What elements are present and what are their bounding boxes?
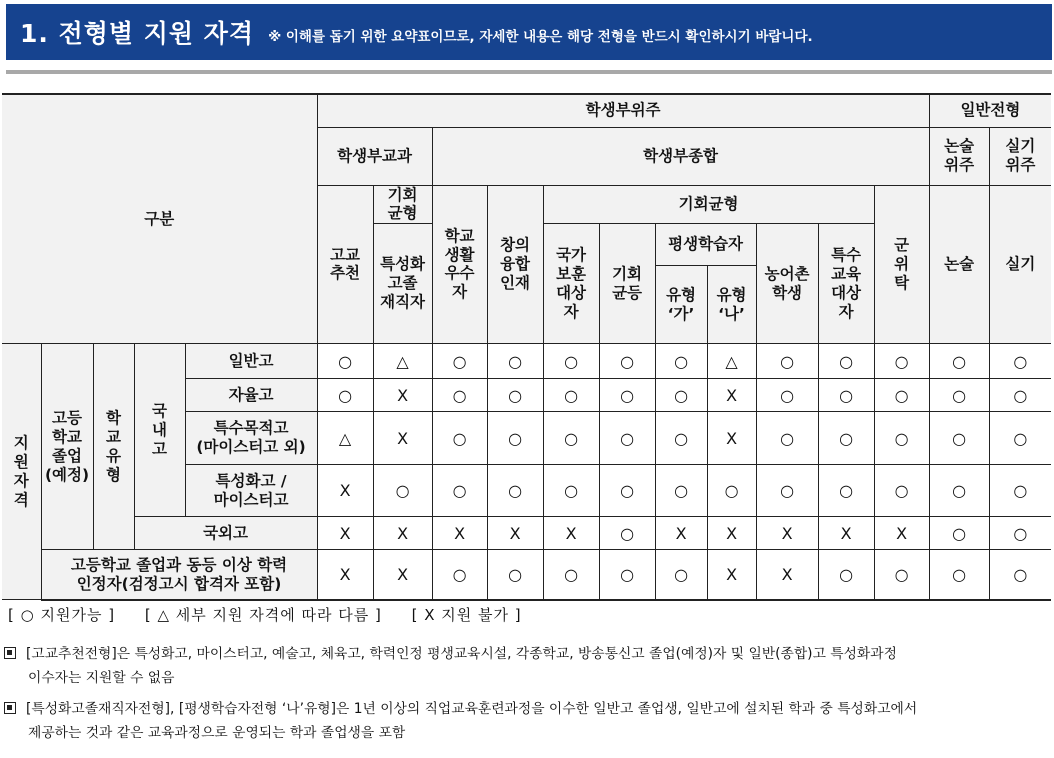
cell-mark: ○ [655,344,707,379]
cell-mark: ○ [599,517,655,550]
square-bullet-icon [4,702,16,714]
note-line: 이수자는 지원할 수 없음 [28,670,175,686]
legend [8,604,546,625]
cell-mark: ○ [874,412,929,465]
header-ilban: 일반전형 [929,94,1051,127]
cell-mark: ○ [373,465,432,517]
cell-mark: ○ [543,550,599,600]
cell-mark: ○ [874,379,929,412]
cell-mark: ○ [599,550,655,600]
cell-mark: X [373,412,432,465]
row-label: 특성화고 / 마이스터고 [185,465,317,517]
cell-mark: △ [317,412,373,465]
cell-mark: ○ [989,517,1051,550]
header-jonghap: 학생부종합 [432,127,929,185]
cell-mark: X [487,517,543,550]
cell-mark: ○ [599,379,655,412]
header-type-na: 유형 ‘나’ [707,266,756,344]
page-title: 1. 전형별 지원 자격 [20,19,255,48]
cell-mark: ○ [989,465,1051,517]
note-line: 제공하는 것과 같은 교육과정으로 운영되는 학과 졸업생을 포함 [28,725,406,741]
cell-mark: ○ [756,379,818,412]
legend-possible: [ ○ 지원가능 ] [8,606,116,624]
cell-mark: ○ [874,465,929,517]
page-subtitle: ※ 이해를 돕기 위한 요약표이므로, 자세한 내용은 해당 전형을 반드시 확인하시기 바랍니다. [268,29,813,45]
cell-mark: X [707,517,756,550]
cell-mark: ○ [818,465,874,517]
note-item [4,697,1054,745]
cell-mark: ○ [543,344,599,379]
cell-mark: ○ [487,379,543,412]
header-gukga: 국가 보훈 대상 자 [543,224,599,344]
cell-mark: ○ [317,379,373,412]
legend-varies: [ △ 세부 지원 자격에 따라 다름 ] [144,606,382,624]
side-jiwon-jagyeok: 지 원 자 격 [2,344,41,600]
title-banner [6,4,1052,60]
note-line: [고교추천전형]은 특성화고, 마이스터고, 예술고, 체육고, 학력인정 평생교육시설, 각종학교, 방송통신고 졸업(예정)자 및 일반(종합)고 특성화과정 [26,646,897,662]
note-line: [특성화고졸재직자전형], [평생학습자전형 ‘나’유형]은 1년 이상의 직업교육훈련과정을 이수한 일반고 졸업생, 일반고에 설치된 학과 중 특성화고에서 [26,701,918,717]
side-guknaego: 국 내 고 [134,344,185,517]
cell-mark: X [543,517,599,550]
row-label: 국외고 [134,517,317,550]
cell-mark: ○ [543,412,599,465]
header-gubun: 구분 [2,94,317,344]
cell-mark: ○ [655,379,707,412]
header-silgi-wiju: 실기 위주 [989,127,1051,185]
cell-mark: ○ [599,412,655,465]
cell-mark: ○ [432,344,487,379]
header-nonsul: 논술 [929,185,989,344]
cell-mark: ○ [756,465,818,517]
cell-mark: X [756,550,818,600]
header-pyeongsaeng: 평생학습자 [655,224,756,266]
header-type-ga: 유형 ‘가’ [655,266,707,344]
table-row [2,550,1051,600]
cell-mark: ○ [655,550,707,600]
square-bullet-icon [4,647,16,659]
cell-mark: ○ [929,412,989,465]
table-row [2,517,1051,550]
cell-mark: ○ [487,550,543,600]
header-gihoe-gyundeung: 기회 균등 [599,224,655,344]
cell-mark: X [655,517,707,550]
cell-mark: ○ [818,344,874,379]
eligibility-table [2,93,1051,601]
cell-mark: ○ [707,465,756,517]
header-gyogwa: 학생부교과 [317,127,432,185]
cell-mark: ○ [317,344,373,379]
header-changui: 창의 융합 인재 [487,185,543,344]
cell-mark: △ [373,344,432,379]
header-gunwitak: 군 위 탁 [874,185,929,344]
cell-mark: ○ [989,344,1051,379]
header-gogyo: 고교 추천 [317,185,373,344]
header-silgi: 실기 [989,185,1051,344]
cell-mark: X [707,550,756,600]
cell-mark: ○ [989,550,1051,600]
divider [6,70,1052,74]
cell-mark: X [756,517,818,550]
header-teuksu: 특수 교육 대상 자 [818,224,874,344]
header-hakgyo-saenghwal: 학교 생활 우수 자 [432,185,487,344]
cell-mark: △ [707,344,756,379]
header-nonsul-wiju: 논술 위주 [929,127,989,185]
cell-mark: ○ [818,379,874,412]
cell-mark: ○ [929,550,989,600]
cell-mark: ○ [543,465,599,517]
row-label: 자율고 [185,379,317,412]
cell-mark: ○ [818,550,874,600]
cell-mark: ○ [599,465,655,517]
header-teukseong: 특성화 고졸 재직자 [373,224,432,344]
cell-mark: X [818,517,874,550]
cell-mark: X [432,517,487,550]
cell-mark: X [373,379,432,412]
row-label: 일반고 [185,344,317,379]
row-label: 고등학교 졸업과 동등 이상 학력 인정자(검정고시 합격자 포함) [41,550,317,600]
cell-mark: X [373,517,432,550]
header-nongeochon: 농어촌 학생 [756,224,818,344]
header-hakseng-wiju: 학생부위주 [317,94,929,127]
cell-mark: ○ [487,412,543,465]
cell-mark: ○ [432,412,487,465]
cell-mark: ○ [989,379,1051,412]
cell-mark: ○ [432,465,487,517]
row-label: 특수목적고 (마이스터고 외) [185,412,317,465]
cell-mark: X [874,517,929,550]
legend-impossible: [ X 지원 불가 ] [411,606,522,624]
cell-mark: ○ [929,517,989,550]
cell-mark: ○ [874,550,929,600]
header-gihoe-gyunhyeong-1: 기회 균형 [373,185,432,224]
cell-mark: ○ [487,465,543,517]
cell-mark: ○ [432,550,487,600]
cell-mark: X [317,550,373,600]
cell-mark: ○ [989,412,1051,465]
cell-mark: ○ [655,412,707,465]
cell-mark: X [707,379,756,412]
cell-mark: ○ [756,344,818,379]
cell-mark: ○ [756,412,818,465]
side-godeung-joreop: 고등 학교 졸업 (예정) [41,344,93,550]
cell-mark: ○ [432,379,487,412]
cell-mark: X [317,465,373,517]
note-item [4,642,1054,690]
cell-mark: ○ [543,379,599,412]
cell-mark: ○ [655,465,707,517]
header-gihoe-gyunhyeong-2: 기회균형 [543,185,874,224]
cell-mark: X [317,517,373,550]
cell-mark: ○ [487,344,543,379]
cell-mark: X [707,412,756,465]
cell-mark: ○ [874,344,929,379]
cell-mark: X [373,550,432,600]
table-row [2,344,1051,379]
cell-mark: ○ [818,412,874,465]
side-hakgyo-yuhyeong: 학 교 유 형 [93,344,134,550]
cell-mark: ○ [929,344,989,379]
cell-mark: ○ [929,379,989,412]
cell-mark: ○ [929,465,989,517]
cell-mark: ○ [599,344,655,379]
